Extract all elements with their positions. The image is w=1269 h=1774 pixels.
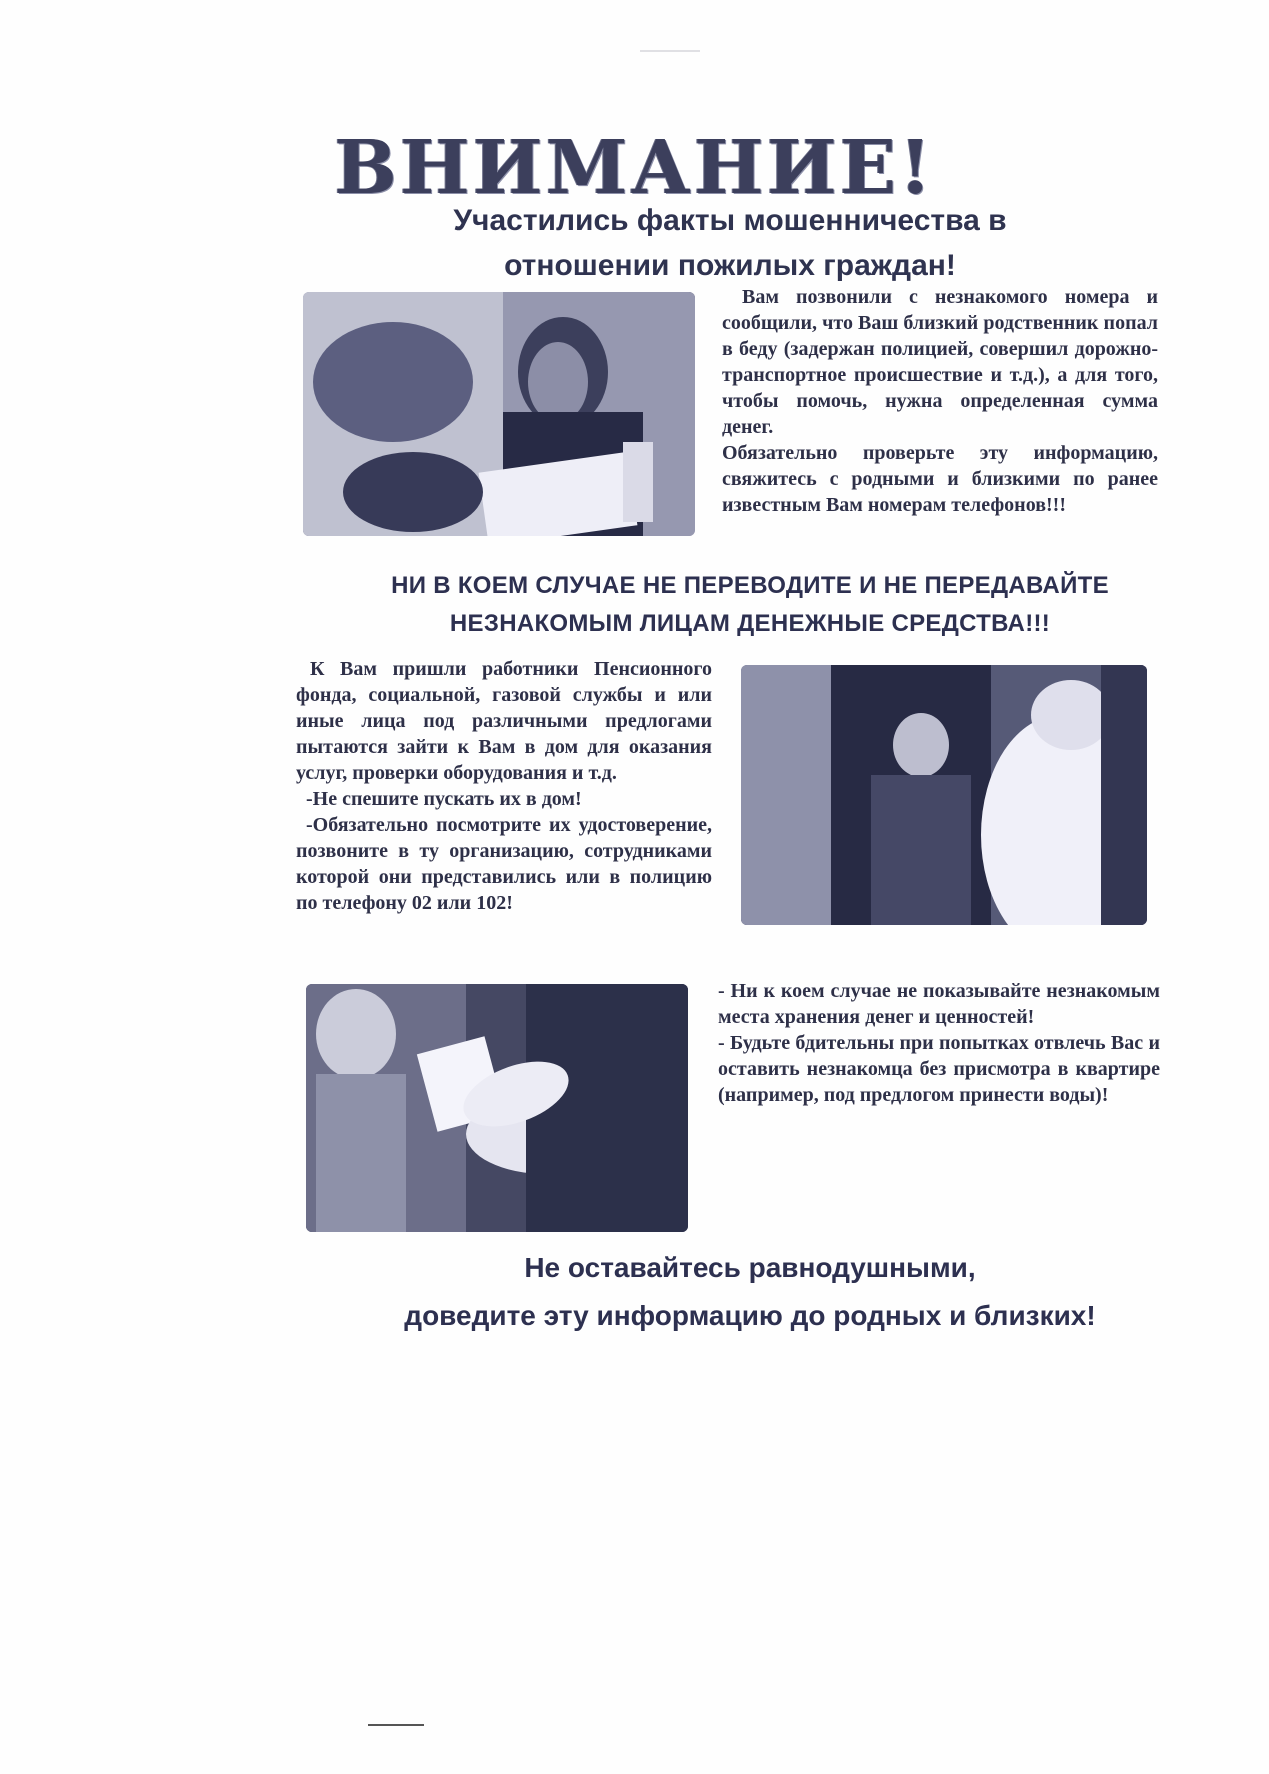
photo-illustration-3 [306,984,688,1232]
section3-paragraph-1: - Ни к коем случае не показывайте незнакомым места хранения денег и ценностей! [718,980,1160,1028]
section2-paragraph-2: -Не спешите пускать их в дом! [306,788,582,810]
section2-text [296,656,712,916]
scan-mark-top [640,50,700,52]
section2-paragraph-3: -Обязательно посмотрите их удостоверение, позвоните в ту организацию, сотрудниками которой они представились или в полицию по телефону 02 или 102! [296,814,712,914]
closing-line-1: Не оставайтесь равнодушными, [524,1252,976,1283]
section1-text [722,284,1158,518]
warning-line-1: НИ В КОЕМ СЛУЧАЕ НЕ ПЕРЕВОДИТЕ И НЕ ПЕРЕДАВАЙТЕ [391,572,1109,599]
section3-text [718,978,1160,1108]
doorway-visitor-photo [741,665,1147,925]
section3-paragraph-2: - Будьте бдительны при попытках отвлечь Вас и оставить незнакомца без присмотра в квартире (например, под предлогом принести воды)! [718,1032,1160,1106]
section2-paragraph-1: К Вам пришли работники Пенсионного фонда, социальной, газовой службы и или иные лица под различными предлогами пытаются зайти к Вам в дом для оказания услуг, проверки оборудования и т.д. [296,658,712,784]
elderly-woman-phone-photo [303,292,695,536]
subheading-line-1: Участились факты мошенничества в [453,204,1007,237]
section1-paragraph-2: Обязательно проверьте эту информацию, свяжитесь с родными и близкими по ранее известным Вам номерам телефонов!!! [722,442,1158,516]
subheading-line-2: отношении пожилых граждан! [504,249,956,282]
section1-paragraph-1: Вам позвонили с незнакомого номера и сообщили, что Ваш близкий родственник попал в беду (задержан полицией, совершил дорожно-транспортное происшествие и т.д.), а для того, чтобы помочь, нужна определенная сумма денег. [722,286,1158,438]
scan-mark-bottom [368,1724,424,1726]
photo-illustration-1 [303,292,695,536]
closing-line-2: доведите эту информацию до родных и близких! [404,1300,1096,1331]
warning-line-2: НЕЗНАКОМЫМ ЛИЦАМ ДЕНЕЖНЫЕ СРЕДСТВА!!! [449,610,1051,637]
money-handover-photo [306,984,688,1232]
photo-illustration-2 [741,665,1147,925]
page-title: ВНИМАНИЕ! [334,125,935,211]
